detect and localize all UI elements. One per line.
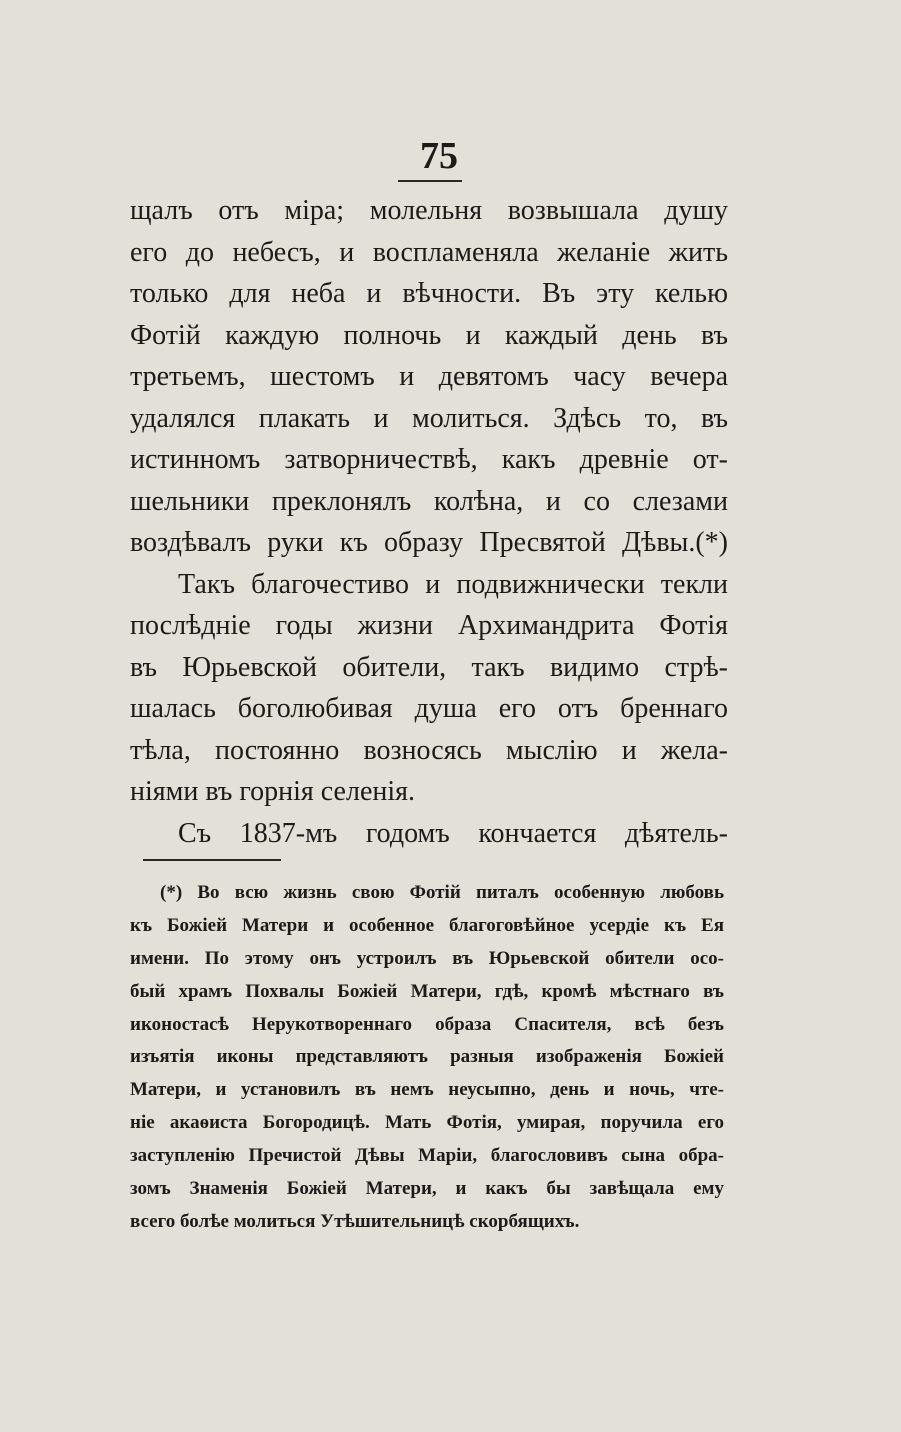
footnote-line: имени. По этому онъ устроилъ въ Юрьевской обители осо- <box>130 947 724 969</box>
footnote-line: ніе акаѳиста Богородицѣ. Мать Фотія, умирая, поручила его <box>130 1112 724 1134</box>
footnote-line: къ Божіей Матери и особенное благоговѣйное усердіе къ Ея <box>130 914 724 936</box>
text-line: воздѣвалъ руки къ образу Пресвятой Дѣвы.(*) <box>130 527 728 558</box>
text-line: только для неба и вѣчности. Въ эту келью <box>130 278 728 309</box>
page-number: 75 <box>420 135 458 177</box>
text-line: его до небесъ, и воспламеняла желаніе жить <box>130 236 728 268</box>
text-line: третьемъ, шестомъ и девятомъ часу вечера <box>130 361 728 392</box>
footnote-line: Матери, и установилъ въ немъ неусыпно, день и ночь, чте- <box>130 1079 724 1101</box>
text-line: Съ 1837-мъ годомъ кончается дѣятель- <box>178 817 728 849</box>
text-line: ніями въ горнія селенія. <box>130 776 416 807</box>
footnote-line: зомъ Знаменія Божіей Матери, и какъ бы завѣщала ему <box>130 1178 724 1200</box>
page-number-rule <box>398 180 462 182</box>
text-line: удалялся плакать и молиться. Здѣсь то, въ <box>130 402 728 434</box>
footnote-line: изъятія иконы представляютъ разныя изображенія Божіей <box>130 1046 724 1068</box>
text-line: шельники преклонялъ колѣна, и со слезами <box>130 485 728 517</box>
text-line: послѣдніе годы жизни Архимандрита Фотія <box>130 610 728 641</box>
footnote-rule <box>143 859 281 861</box>
text-line: въ Юрьевской обители, такъ видимо стрѣ- <box>130 651 728 683</box>
text-line: тѣла, постоянно возносясь мыслію и жела- <box>130 734 728 766</box>
text-line: шалась боголюбивая душа его отъ бреннаго <box>130 693 728 724</box>
footnote-line: всего болѣе молиться Утѣшительницѣ скорбящихъ. <box>130 1210 580 1232</box>
main-text <box>130 190 728 854</box>
text-line: истинномъ затворничествѣ, какъ древніе от- <box>130 444 728 475</box>
text-line: Фотій каждую полночь и каждый день въ <box>130 319 728 351</box>
footnote-line: (*) Во всю жизнь свою Фотій питалъ особенную любовь <box>160 882 724 903</box>
footnote-line: иконостасѣ Нерукотвореннаго образа Спасителя, всѣ безъ <box>130 1013 724 1035</box>
text-line: щалъ отъ міра; молельня возвышала душу <box>130 195 728 226</box>
text-line: Такъ благочестиво и подвижнически текли <box>178 568 728 600</box>
footnote-line: заступленію Пречистой Дѣвы Маріи, благословивъ сына обра- <box>130 1145 724 1167</box>
footnote-line: бый храмъ Похвалы Божіей Матери, гдѣ, кромѣ мѣстнаго въ <box>130 980 724 1002</box>
footnote <box>130 877 724 1239</box>
